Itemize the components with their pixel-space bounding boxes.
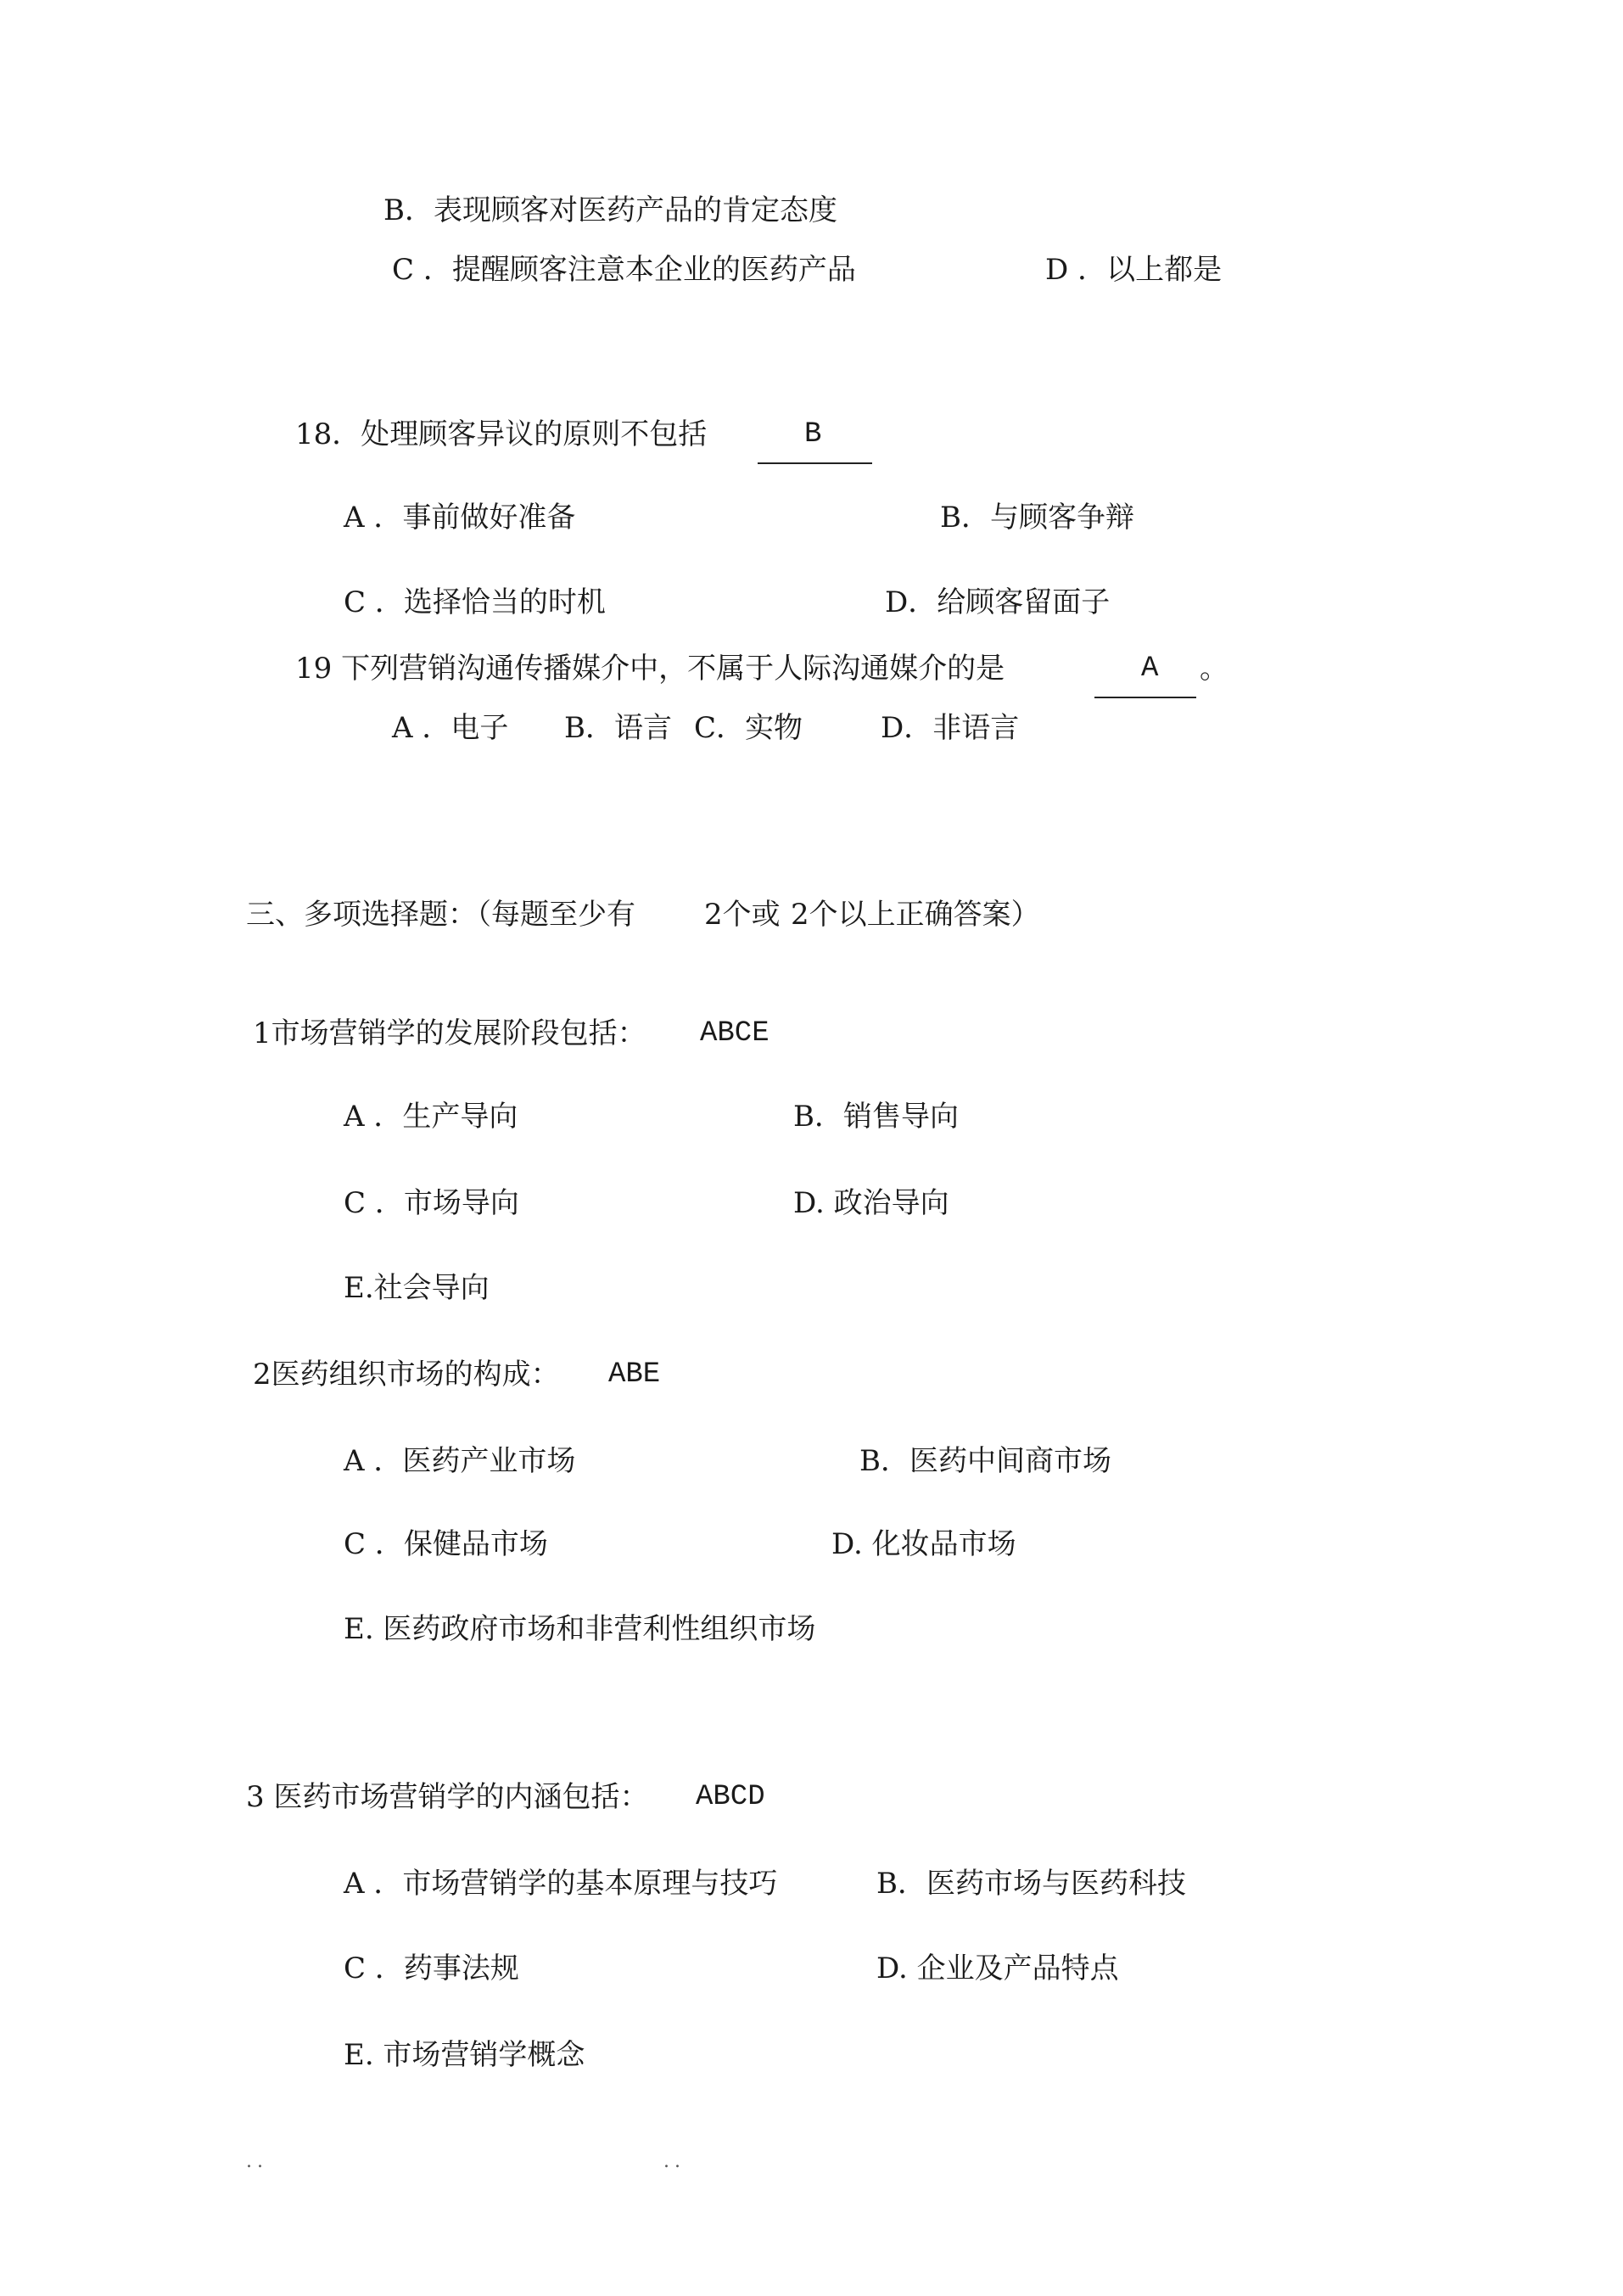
m1-option-a: A ．生产导向 (344, 1100, 518, 1134)
m3-option-c: C ．药事法规 (344, 1952, 519, 1985)
q19-option-a: A ．电子 (392, 711, 509, 745)
m2-option-a: A ．医药产业市场 (344, 1444, 576, 1478)
q18-option-d: D．给顾客留面子 (885, 585, 1111, 619)
q17-option-c: C ．提醒顾客注意本企业的医药产品 (392, 253, 856, 287)
q19-option-d: D．非语言 (881, 711, 1020, 745)
m2-option-d: D. 化妆品市场 (831, 1527, 1016, 1561)
q19-end-mark: 。 (1200, 652, 1228, 686)
m3-stem: 3 医药市场营销学的内涵包括： (246, 1780, 649, 1814)
q18-option-b: B．与顾客争辩 (940, 501, 1134, 535)
footer-dots-left: .. (246, 2151, 268, 2172)
m3-option-b: B．医药市场与医药科技 (876, 1867, 1186, 1901)
q19-answer-line (1094, 697, 1196, 698)
q18-option-c: C ．选择恰当的时机 (344, 585, 606, 619)
q19-option-c: C．实物 (694, 711, 803, 745)
q19-answer: A (1141, 652, 1159, 685)
q19-stem: 19 下列营销沟通传播媒介中，不属于人际沟通媒介的是 (295, 652, 1005, 686)
q18-stem: 18．处理顾客异议的原则不包括 (295, 417, 708, 451)
m1-option-e: E.社会导向 (344, 1271, 490, 1305)
m1-option-c: C ．市场导向 (344, 1186, 519, 1220)
m2-option-e: E. 医药政府市场和非营利性组织市场 (344, 1612, 816, 1646)
section-heading-end: 2个以上正确答案） (791, 898, 1040, 932)
q17-option-d: D ．以上都是 (1045, 253, 1223, 287)
m1-stem: 1市场营销学的发展阶段包括： (253, 1016, 646, 1050)
m2-answer: ABE (608, 1358, 661, 1391)
m2-option-b: B．医药中间商市场 (859, 1444, 1111, 1478)
m3-option-e: E. 市场营销学概念 (344, 2038, 585, 2072)
section-heading-mid: 2个或 (704, 898, 781, 932)
m1-answer: ABCE (700, 1017, 770, 1050)
m1-option-d: D. 政治导向 (793, 1186, 949, 1220)
q18-option-a: A ．事前做好准备 (344, 501, 576, 535)
m3-answer: ABCD (696, 1781, 765, 1813)
q19-option-b: B．语言 (564, 711, 672, 745)
m2-option-c: C ．保健品市场 (344, 1527, 548, 1561)
m2-stem: 2医药组织市场的构成： (253, 1358, 560, 1392)
m3-option-d: D. 企业及产品特点 (876, 1952, 1119, 1985)
section-heading: 三、多项选择题：（每题至少有 (246, 898, 635, 932)
q18-answer-line (758, 462, 872, 464)
q18-answer: B (804, 418, 822, 451)
m1-option-b: B．销售导向 (793, 1100, 959, 1134)
q17-option-b: B．表现顾客对医药产品的肯定态度 (383, 193, 837, 227)
m3-option-a: A ．市场营销学的基本原理与技巧 (344, 1867, 778, 1901)
footer-dots-right: .. (663, 2151, 686, 2172)
